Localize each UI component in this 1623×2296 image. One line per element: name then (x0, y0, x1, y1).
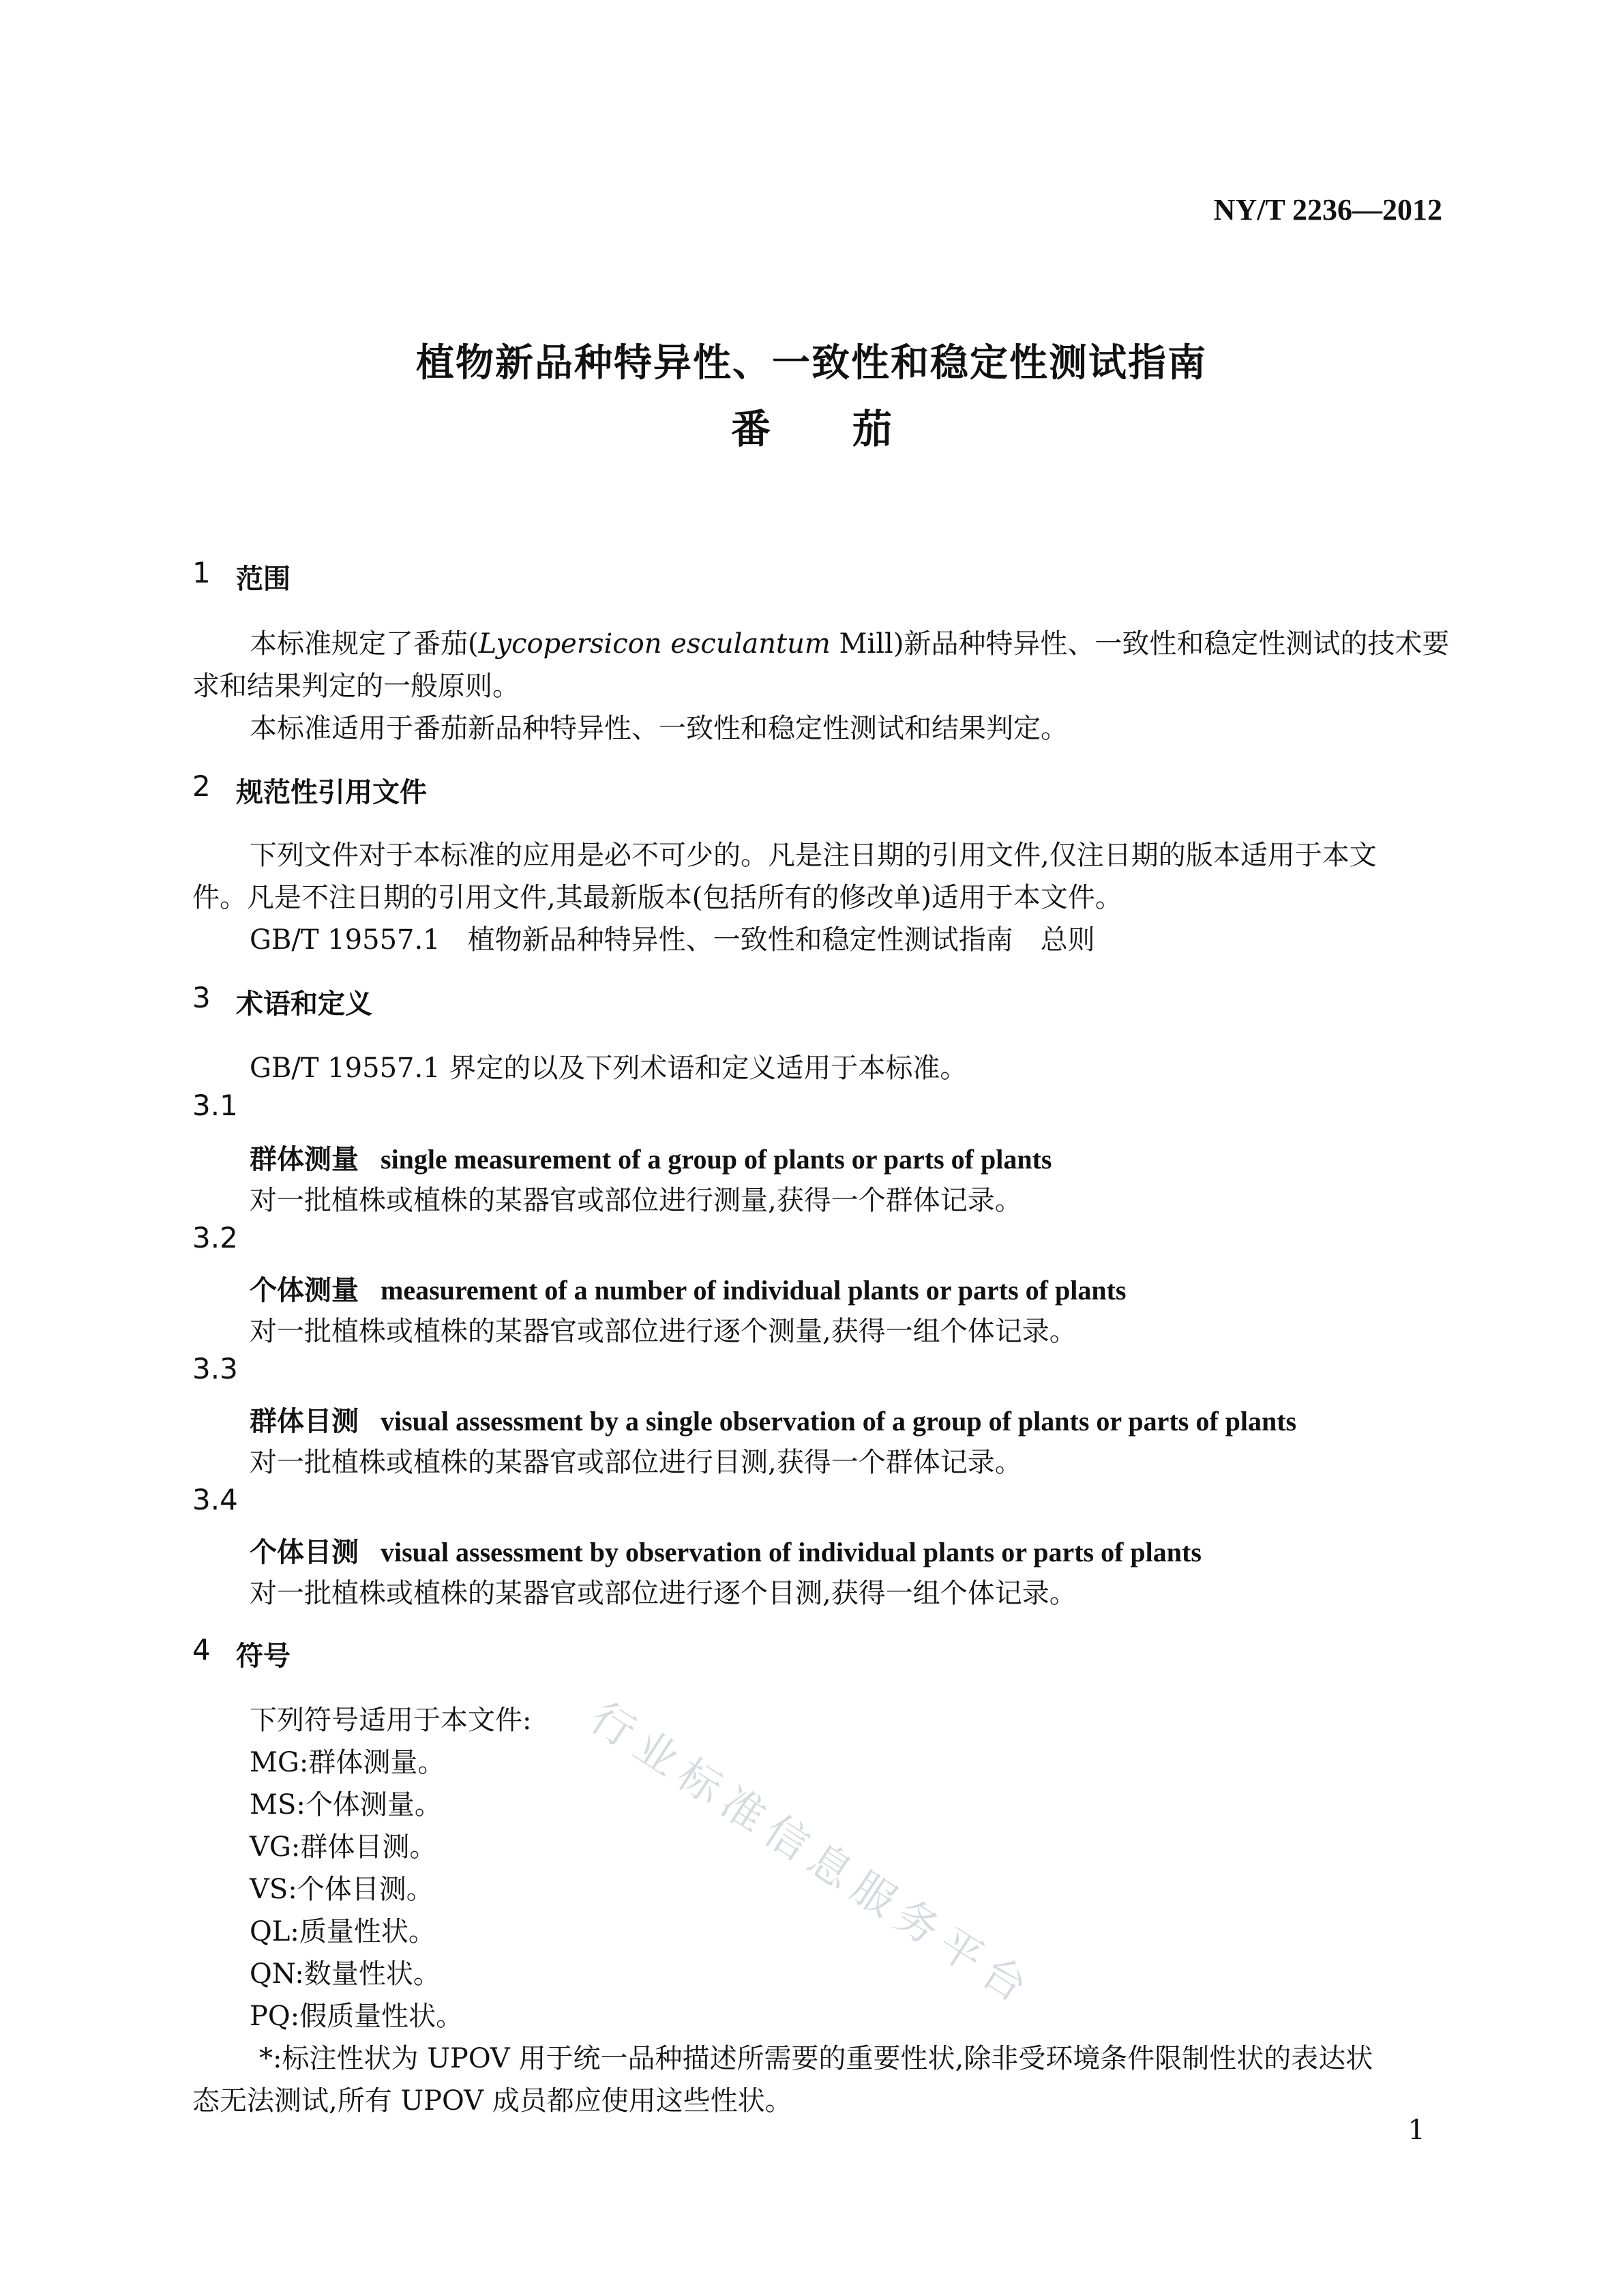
symbol-item: QL:质量性状。 (250, 1916, 436, 1947)
term-chinese: 群体测量 (250, 1144, 359, 1175)
section-2-number: 2 (192, 769, 211, 803)
text-segment: 本标准规定了番茄( (250, 628, 479, 660)
term-english: visual assessment by observation of individual plants or parts of plants (381, 1537, 1202, 1568)
term-english: visual assessment by a single observation of a group of plants or parts of plants (381, 1406, 1297, 1437)
term-number: 3.2 (192, 1221, 238, 1254)
term-heading (250, 1269, 1126, 1308)
term-definition: 对一批植株或植株的某器官或部位进行逐个目测,获得一组个体记录。 (250, 1578, 1077, 1609)
section-4-intro: 下列符号适用于本文件: (250, 1705, 532, 1736)
section-1-paragraph-2: 本标准适用于番茄新品种特异性、一致性和稳定性测试和结果判定。 (250, 713, 1068, 744)
standard-code: NY/T 2236—2012 (1213, 193, 1442, 226)
note-line-2: 态无法测试,所有 UPOV 成员都应使用这些性状。 (192, 2085, 792, 2117)
term-english: single measurement of a group of plants or parts of plants (381, 1144, 1052, 1175)
symbol-item: VS:个体目测。 (250, 1874, 434, 1905)
reference-part: 总则 (1040, 924, 1095, 956)
section-3-number: 3 (192, 981, 211, 1014)
term-number: 3.1 (192, 1089, 238, 1122)
term-heading (250, 1400, 1296, 1439)
text-segment: Mill)新品种特异性、一致性和稳定性测试的技术要 (830, 628, 1450, 660)
section-3-intro: GB/T 19557.1 界定的以及下列术语和定义适用于本标准。 (250, 1053, 968, 1084)
section-4-number: 4 (192, 1633, 211, 1666)
document-subtitle: 番茄 (730, 406, 974, 452)
reference-code: GB/T 19557.1 (250, 924, 441, 956)
section-1-title: 范围 (236, 563, 291, 595)
term-chinese: 个体目测 (250, 1537, 359, 1568)
symbol-item: VG:群体目测。 (250, 1831, 437, 1863)
term-definition: 对一批植株或植株的某器官或部位进行目测,获得一个群体记录。 (250, 1447, 1022, 1478)
symbol-item: PQ:假质量性状。 (250, 2001, 464, 2032)
latin-name: Lycopersicon esculantum (478, 628, 831, 660)
term-number: 3.4 (192, 1483, 238, 1516)
note-line-1: *:标注性状为 UPOV 用于统一品种描述所需要的重要性状,除非受环境条件限制性状的表达状 (259, 2043, 1373, 2074)
section-3-title: 术语和定义 (236, 988, 372, 1020)
section-1-paragraph-1-cont: 求和结果判定的一般原则。 (192, 671, 520, 702)
term-heading (250, 1531, 1202, 1570)
section-2-title: 规范性引用文件 (236, 777, 427, 808)
reference-title: 植物新品种特异性、一致性和稳定性测试指南 (467, 924, 1013, 956)
section-1-paragraph-1 (250, 622, 1449, 661)
document-title: 植物新品种特异性、一致性和稳定性测试指南 (416, 341, 1207, 385)
term-chinese: 个体测量 (250, 1275, 359, 1306)
section-2-paragraph-1-cont: 件。凡是不注日期的引用文件,其最新版本(包括所有的修改单)适用于本文件。 (192, 882, 1122, 913)
symbol-item: MG:群体测量。 (250, 1747, 445, 1778)
term-chinese: 群体目测 (250, 1406, 359, 1437)
section-2-paragraph-1: 下列文件对于本标准的应用是必不可少的。凡是注日期的引用文件,仅注日期的版本适用于本文 (250, 840, 1377, 871)
term-definition: 对一批植株或植株的某器官或部位进行测量,获得一个群体记录。 (250, 1185, 1022, 1216)
symbol-item: MS:个体测量。 (250, 1789, 442, 1821)
page-number: 1 (1408, 2115, 1425, 2146)
symbol-item: QN:数量性状。 (250, 1958, 441, 1990)
term-heading (250, 1138, 1052, 1177)
section-1-number: 1 (192, 556, 211, 589)
section-4-title: 符号 (236, 1640, 291, 1672)
watermark: 行业标准信息服务平台 (582, 1692, 1044, 2017)
term-english: measurement of a number of individual plants or parts of plants (381, 1275, 1127, 1306)
term-number: 3.3 (192, 1352, 238, 1385)
term-definition: 对一批植株或植株的某器官或部位进行逐个测量,获得一组个体记录。 (250, 1316, 1077, 1347)
normative-reference (250, 918, 1095, 957)
